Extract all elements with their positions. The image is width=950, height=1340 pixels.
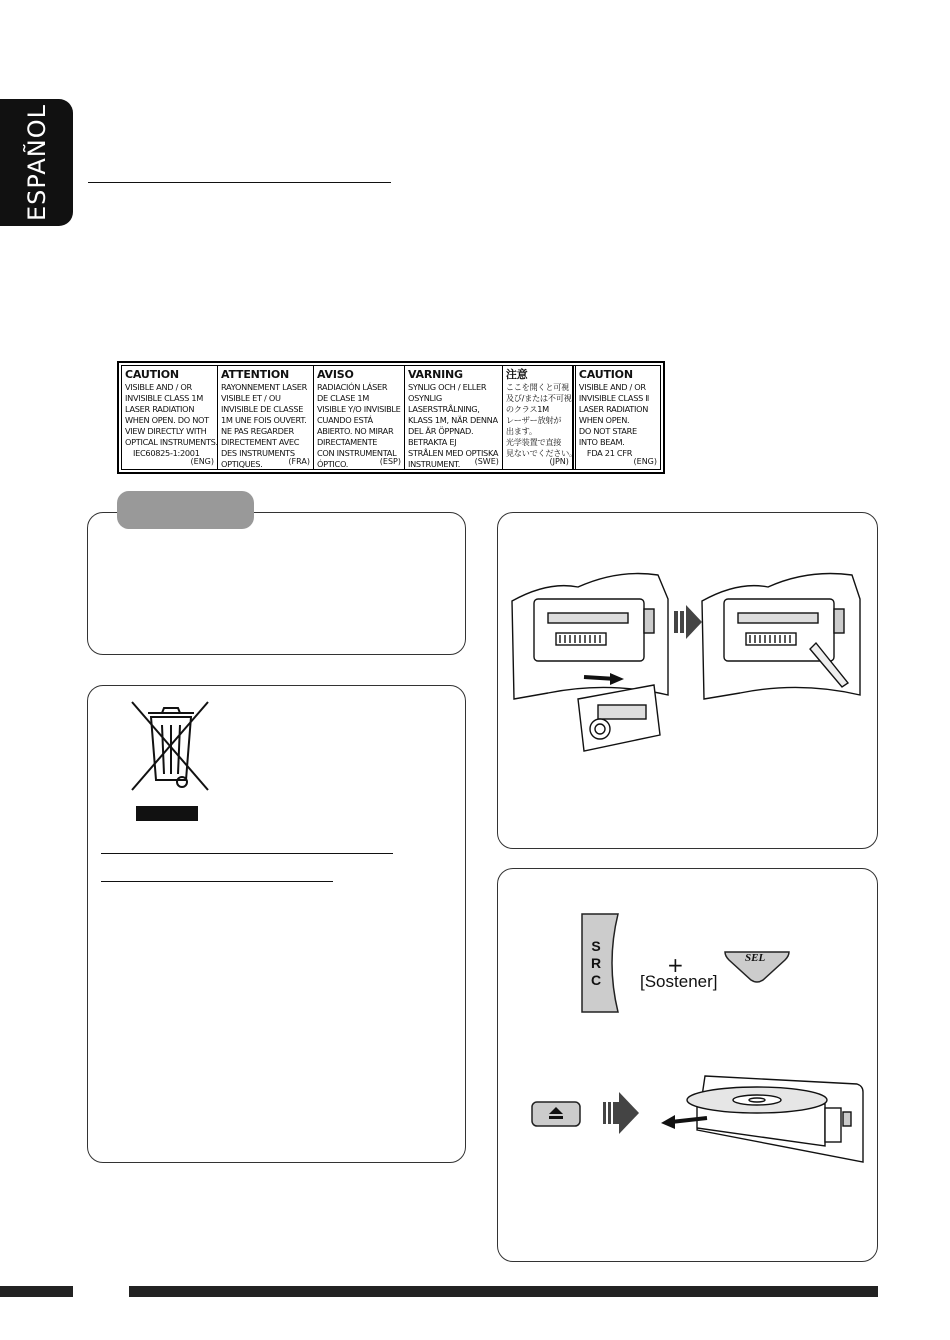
combo-hold-label: [Sostener] xyxy=(640,972,718,991)
caution-column-line: DO NOT STARE xyxy=(578,426,637,436)
caution-column-line: OPTICAL INSTRUMENTS. xyxy=(125,437,218,447)
caution-column-line: ABIERTO. NO MIRAR xyxy=(316,426,394,436)
caution-column-line: VISIBLE Y/O INVISIBLE xyxy=(316,404,401,414)
caution-column-line: INSTRUMENT. xyxy=(407,459,461,469)
caution-column-line: 見ないでください。 xyxy=(505,448,577,458)
caution-column-language-code: (ESP) xyxy=(379,457,401,466)
caution-column-line: RADIACIÓN LÁSER xyxy=(316,382,388,392)
caution-column-line: WHEN OPEN. DO NOT xyxy=(125,415,209,425)
footer-bar-left xyxy=(0,1286,73,1297)
weee-info-box xyxy=(87,685,466,1163)
laser-caution-label xyxy=(117,361,665,474)
caution-column-line: DIRECTAMENTE xyxy=(316,437,378,447)
weee-rule-2 xyxy=(101,881,333,882)
reset-illustration xyxy=(508,559,870,769)
caution-column-heading: CAUTION xyxy=(125,368,179,381)
caution-column-line: BETRAKTA EJ xyxy=(407,437,457,447)
caution-column-line: INVISIBLE CLASS Ⅱ xyxy=(578,393,650,403)
sel-button-label: SEL xyxy=(745,952,766,964)
caution-column xyxy=(218,366,314,469)
caution-column-line: INTO BEAM. xyxy=(578,437,625,447)
caution-column-line: VISIBLE AND / OR xyxy=(125,382,192,392)
caution-column-heading: AVISO xyxy=(316,368,354,381)
caution-column-line: LASER RADIATION xyxy=(578,404,649,414)
src-button-letters xyxy=(583,938,609,989)
caution-column-line: 及び/または不可視 xyxy=(505,393,572,403)
caution-column xyxy=(573,366,660,469)
footer-bar-right xyxy=(129,1286,878,1297)
eject-icon xyxy=(531,1101,581,1127)
caution-label-columns xyxy=(121,365,661,470)
eject-arrow-icon xyxy=(603,1090,639,1136)
caution-column-line: WHEN OPEN. xyxy=(578,415,630,425)
caution-column-line: ここを開くと可視 xyxy=(505,382,570,392)
caution-column-standard: IEC60825-1:2001 xyxy=(133,448,200,458)
language-tab xyxy=(0,99,73,226)
caution-column-heading: ATTENTION xyxy=(221,368,289,381)
src-letter-s: S xyxy=(591,938,601,954)
caution-column-line: DEL ÄR ÖPPNAD. xyxy=(407,426,474,436)
reset-box xyxy=(497,512,878,849)
caution-column xyxy=(314,366,405,469)
caution-column-line: 1M UNE FOIS OUVERT. xyxy=(221,415,307,425)
caution-column-line: 出ます。 xyxy=(505,426,537,436)
caution-column-line: OPTIQUES. xyxy=(221,459,263,469)
caution-column-line: RAYONNEMENT LASER xyxy=(221,382,308,392)
caution-column-line: VISIBLE AND / OR xyxy=(578,382,646,392)
caution-column-line: CON INSTRUMENTAL xyxy=(316,448,397,458)
caution-column-line: STRÅLEN MED OPTISKA xyxy=(407,448,499,458)
caution-column-line: のクラス1M xyxy=(505,404,549,414)
language-tab-label: ESPAÑOL xyxy=(22,104,51,221)
src-letter-r: R xyxy=(590,955,602,971)
note-tab xyxy=(117,491,254,529)
caution-column-line: DE CLASE 1M xyxy=(316,393,370,403)
caution-column-line: LASER RADIATION xyxy=(125,404,195,414)
caution-column-standard: FDA 21 CFR xyxy=(586,448,633,458)
caution-column-line: DES INSTRUMENTS xyxy=(221,448,295,458)
caution-column-heading: 注意 xyxy=(505,368,528,381)
caution-column-line: KLASS 1M, NÄR DENNA xyxy=(407,415,498,425)
caution-column-heading: CAUTION xyxy=(578,368,633,381)
caution-column xyxy=(122,366,218,469)
caution-column-line: CUANDO ESTÁ xyxy=(316,415,373,425)
caution-column-language-code: (JPN) xyxy=(549,457,569,466)
caution-column-heading: VARNING xyxy=(407,368,463,381)
caution-column-line: LASERSTRÅLNING, xyxy=(407,404,480,414)
eject-box xyxy=(497,868,878,1262)
caution-column-line: OSYNLIG xyxy=(407,393,442,403)
caution-column-line: VISIBLE ET / OU xyxy=(221,393,281,403)
caution-column-line: レーザー放射が xyxy=(505,415,562,425)
note-box xyxy=(87,512,466,655)
caution-column-line: SYNLIG OCH / ELLER xyxy=(407,382,487,392)
src-letter-c: C xyxy=(590,972,602,988)
cd-eject-illustration xyxy=(657,1070,867,1170)
caution-column-line: VIEW DIRECTLY WITH xyxy=(125,426,207,436)
caution-column-line: INVISIBLE CLASS 1M xyxy=(125,393,204,403)
caution-column-line: INVISIBLE DE CLASSE xyxy=(221,404,304,414)
crossed-bin-icon xyxy=(124,698,214,823)
caution-column xyxy=(405,366,503,469)
caution-column-line: ÓPTICO. xyxy=(316,459,349,469)
caution-column-language-code: (ENG) xyxy=(633,457,657,466)
caution-column-line: DIRECTEMENT AVEC xyxy=(221,437,300,447)
caution-column-language-code: (SWE) xyxy=(474,457,499,466)
caution-column-language-code: (FRA) xyxy=(288,457,310,466)
caution-column xyxy=(503,366,577,469)
caution-column-language-code: (ENG) xyxy=(190,457,214,466)
combo-plus: + xyxy=(667,953,684,977)
title-underline xyxy=(88,182,391,183)
caution-column-line: NE PAS REGARDER xyxy=(221,426,294,436)
caution-column-line: 光学装置で直接 xyxy=(505,437,562,447)
weee-rule-1 xyxy=(101,853,393,854)
